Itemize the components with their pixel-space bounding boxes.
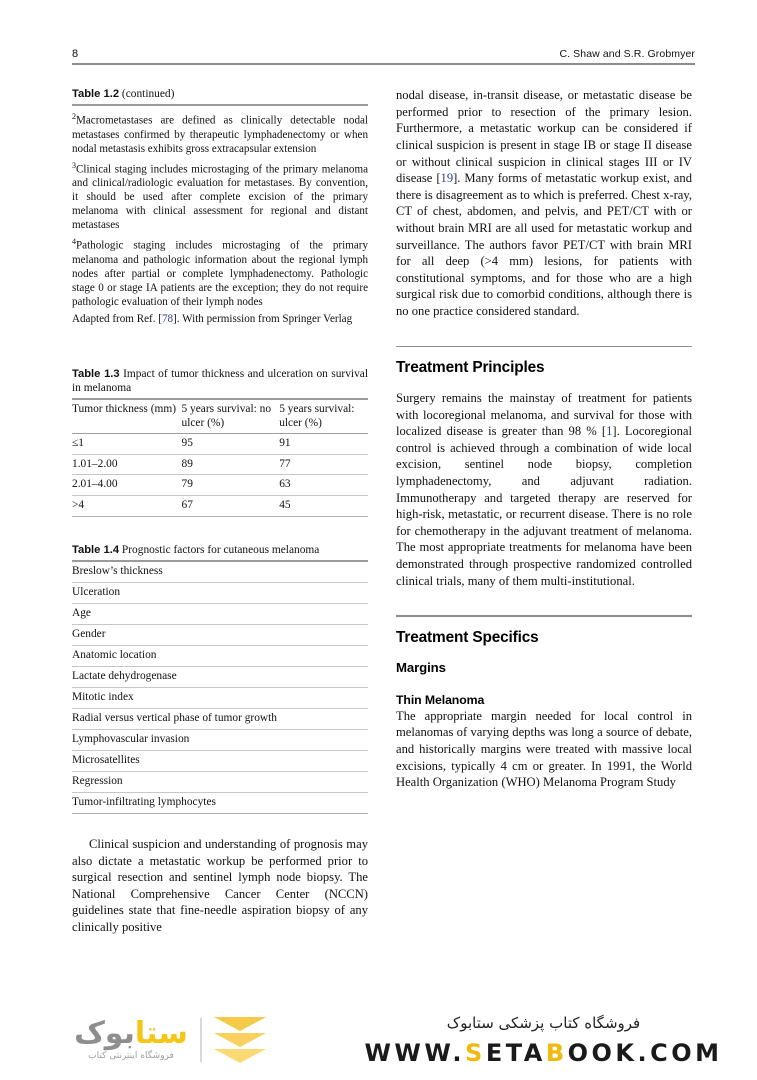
brand-wordmark-text <box>74 1016 188 1051</box>
heading-margins: Margins <box>396 659 446 675</box>
table-1-4-label: Table 1.4 <box>72 544 120 556</box>
table-1-3-label: Table 1.3 <box>72 368 120 381</box>
table-1-4-block <box>72 543 368 814</box>
table-cell: Regression <box>72 771 368 792</box>
table-cell: 45 <box>279 499 291 512</box>
table-row <box>72 687 368 708</box>
footnote-2-marker: 2 <box>72 111 76 121</box>
source-prefix: Adapted from Ref. [ <box>72 313 162 326</box>
table-row <box>72 729 368 750</box>
table-row <box>72 496 368 516</box>
table-cell: Lactate dehydrogenase <box>72 666 368 687</box>
spacer <box>396 320 692 346</box>
table-row <box>72 603 368 624</box>
table-1-3-caption <box>72 367 368 395</box>
treatment-principles-reference-link[interactable]: 1 <box>606 424 613 439</box>
running-head <box>72 48 695 63</box>
table-1-2-label: Table 1.2 <box>72 88 120 101</box>
table-cell: Mitotic index <box>72 687 368 708</box>
heading-treatment-principles: Treatment Principles <box>396 359 545 377</box>
spacer <box>72 329 368 367</box>
right-column <box>396 87 692 791</box>
table-cell: Gender <box>72 624 368 645</box>
footer-website-url[interactable] <box>364 1039 722 1067</box>
table-row <box>72 792 368 812</box>
table-1-2-footnotes <box>72 106 368 326</box>
footnote-2 <box>72 110 368 156</box>
table-cell: 2.01–4.00 <box>72 475 182 496</box>
url-part-eta: ETA <box>485 1038 546 1067</box>
footer-text-group[interactable] <box>340 1014 757 1067</box>
table-1-3-header-row <box>72 400 368 434</box>
footnote-4-marker: 4 <box>72 237 76 247</box>
heading-treatment-specifics: Treatment Specifics <box>396 628 539 646</box>
continuation-suffix: ]. Many forms of metastatic workup exist, and there is disagreement as to which is preferred. Chest x-ray, CT of chest, abdomen, and pelvis, and PET/CT with or without brain MRI are all used for metastatic workup and surveillance. The authors favor PET/CT with brain MRI for all deep (>4 mm) lesions, for patients with constitutional symptoms, and for those who are a high surgical risk due to comorbid conditions, although there is no one practice considered standard. <box>396 171 692 318</box>
continuation-paragraph <box>396 87 692 319</box>
table-1-4-caption <box>72 543 368 557</box>
chevron-down-icon <box>214 1033 266 1047</box>
treatment-principles-paragraph <box>396 390 692 589</box>
table-cell: 95 <box>182 434 280 455</box>
section-rule-treatment-principles <box>396 346 692 348</box>
table-cell: Microsatellites <box>72 750 368 771</box>
source-suffix: ]. With permission from Springer Verlag <box>173 313 353 326</box>
continuation-prefix: nodal disease, in-transit disease, or metastatic disease be performed prior to resection of the primary lesion. Furthermore, a metastatic workup can be considered if clinical suspicion is present in stage IB or stage II disease or without clinical suspicion in clinical stages III or IV disease [ <box>396 88 692 186</box>
table-cell: 77 <box>279 454 368 475</box>
brand-wordmark-gold: ستا <box>134 1016 188 1051</box>
table-1-3-header-cell: 5 years survival: ulcer (%) <box>279 400 368 434</box>
table-1-2-continued: (continued) <box>121 88 175 101</box>
continuation-reference-link[interactable]: 19 <box>440 171 454 186</box>
table-cell: 63 <box>279 475 368 496</box>
setabook-wordmark <box>74 1016 188 1061</box>
treatment-principles-prefix: Surgery remains the mainstay of treatment for patients with locoregional melanoma, and survival for those with localized disease is greater than 98 % [ <box>396 391 692 439</box>
table-cell: 1.01–2.00 <box>72 454 182 475</box>
table-row <box>72 475 368 496</box>
running-head-authors: C. Shaw and S.R. Grobmyer <box>559 48 695 60</box>
url-letter-b: B <box>545 1038 568 1067</box>
section-rule-treatment-specifics <box>396 615 692 617</box>
table-1-3-block <box>72 367 368 517</box>
table-cell: ≤1 <box>72 434 182 455</box>
left-column <box>72 87 368 935</box>
table-cell: Lymphovascular invasion <box>72 729 368 750</box>
table-cell: 79 <box>182 475 280 496</box>
logo-divider <box>200 1018 202 1062</box>
table-row <box>72 454 368 475</box>
table-cell: Anatomic location <box>72 645 368 666</box>
page-number: 8 <box>72 48 79 60</box>
spacer <box>72 814 368 836</box>
table-1-3 <box>72 400 368 516</box>
table-cell: Breslow’s thickness <box>72 562 368 582</box>
table-row <box>72 771 368 792</box>
table-cell: 91 <box>279 434 368 455</box>
table-1-2-block <box>72 87 368 326</box>
footer-tagline-persian: فروشگاه کتاب پزشکی ستابوک <box>446 1013 641 1032</box>
table-row <box>72 708 368 729</box>
url-part-ook-com: OOK.COM <box>567 1038 723 1067</box>
setabook-footer-banner <box>0 1000 757 1080</box>
table-cell: Age <box>72 603 368 624</box>
footnote-4 <box>72 235 368 309</box>
table-cell: >4 <box>72 499 85 512</box>
footnote-3 <box>72 159 368 233</box>
table-cell: Tumor-infiltrating lymphocytes <box>72 795 216 808</box>
table-row <box>72 582 368 603</box>
table-row <box>72 624 368 645</box>
chevron-down-icon <box>214 1049 266 1063</box>
table-1-3-header-cell: Tumor thickness (mm) <box>72 400 182 434</box>
chevron-down-icon <box>214 1017 266 1031</box>
two-column-body <box>72 87 695 935</box>
footnote-3-marker: 3 <box>72 160 76 170</box>
treatment-principles-suffix: ]. Locoregional control is achieved through a combination of wide local excision, sentinel node biopsy, completion lymphadenectomy, and adjuvant radiation. Immunotherapy and targeted therapy are reserved for high-risk, metastatic, or recurrent disease. There is no role for chemotherapy in the adjuvant treatment of melanoma. The most appropriate treatments for melanoma have been demonstrated through prospective randomized controlled clinical trials, many of them multi-institutional. <box>396 424 692 588</box>
table-cell: Radial versus vertical phase of tumor growth <box>72 708 368 729</box>
footnote-2-text: Macrometastases are defined as clinically detectable nodal metastases confirmed by therapeutic lymphadenectomy or when nodal metastasis exhibits gross extracapsular extension <box>72 114 368 155</box>
table-row <box>72 434 368 455</box>
table-row <box>72 562 368 582</box>
table-cell: 89 <box>182 454 280 475</box>
table-row <box>72 645 368 666</box>
table-cell: 67 <box>181 499 193 512</box>
footnote-4-text: Pathologic staging includes microstaging of the primary melanoma and pathologic information about the regional lymph nodes after partial or complete lymphadenectomy. Pathologic stage 0 or stage IA patients are the exception; they do not require pathologic evaluation of their lymph nodes <box>72 240 368 309</box>
table-1-4-caption-text: Prognostic factors for cutaneous melanoma <box>121 544 320 556</box>
left-closing-paragraph: Clinical suspicion and understanding of prognosis may also dictate a metastatic workup be performed prior to surgical resection and sentinel lymph node biopsy. The National Comprehensive Cancer Center (NCCN) guidelines state that fine-needle aspiration biopsy of any clinically positive <box>72 837 368 934</box>
spacer <box>396 589 692 615</box>
table-1-4 <box>72 562 368 813</box>
brand-wordmark-gray: بوک <box>74 1016 135 1051</box>
footer-logo-group[interactable] <box>0 1017 340 1063</box>
table-row <box>72 750 368 771</box>
url-letter-s: S <box>465 1038 486 1067</box>
spacer <box>72 517 368 543</box>
table-1-2-caption <box>72 87 368 101</box>
footnote-3-text: Clinical staging includes microstaging of the primary melanoma and clinical/radiologic evaluation for metastases. By convention, it should be used after complete excision of the primary melanoma with clinical assessment for regional and distant metastases <box>72 163 368 232</box>
table-1-3-header-cell: 5 years survival: no ulcer (%) <box>182 400 280 434</box>
table-1-2-source <box>72 312 368 326</box>
source-reference-link[interactable]: 78 <box>161 313 174 326</box>
table-1-3-caption-text: Impact of tumor thickness and ulceration on survival in melanoma <box>72 368 368 395</box>
thin-melanoma-paragraph: The appropriate margin needed for local control in melanomas of varying depths was long a source of debate, and historically margins were treated with massive local excisions, typically 4 cm or greater. In 1991, the World Health Organization (WHO) Melanoma Program Study <box>396 708 692 790</box>
brand-subtitle: فروشگاه اینترنتی کتاب <box>88 1051 174 1061</box>
table-cell: Ulceration <box>72 582 368 603</box>
url-part-www: WWW. <box>364 1038 466 1067</box>
running-head-rule <box>72 63 695 65</box>
table-row <box>72 666 368 687</box>
spacer <box>396 685 692 693</box>
chevron-logo-icon <box>214 1017 266 1063</box>
heading-thin-melanoma: Thin Melanoma <box>396 692 485 707</box>
